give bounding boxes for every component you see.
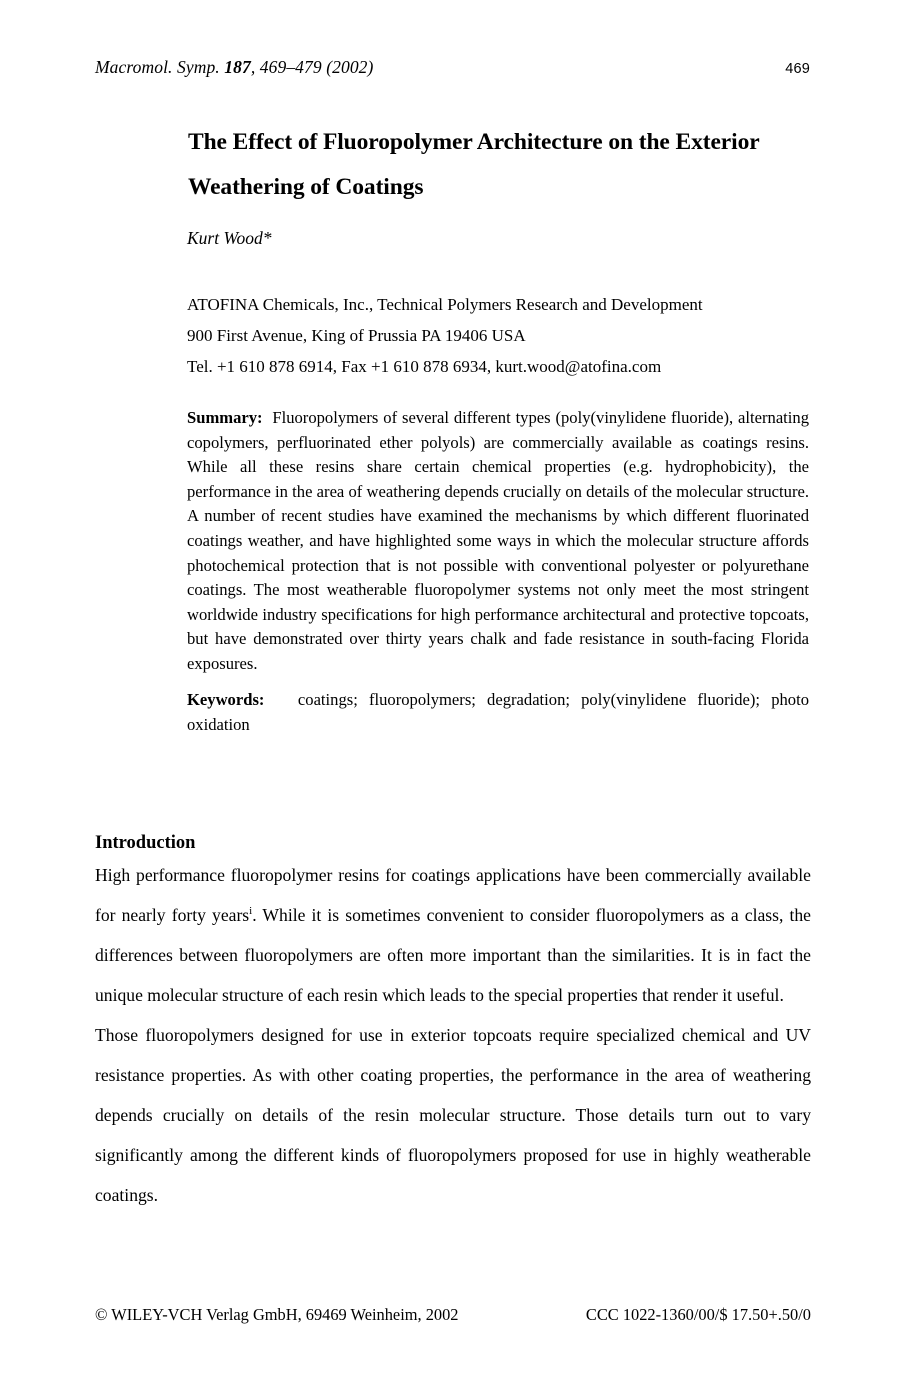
keywords-text: coatings; fluoropolymers; degradation; poly(vinylidene fluoride); photo oxidation xyxy=(187,690,809,734)
keywords-label: Keywords: xyxy=(187,690,265,709)
copyright-notice: © WILEY-VCH Verlag GmbH, 69469 Weinheim, 2002 xyxy=(95,1305,459,1324)
abstract-label: Summary: xyxy=(187,408,263,427)
journal-citation-prefix: Macromol. Symp. xyxy=(95,57,225,77)
journal-citation-suffix: , 469–479 (2002) xyxy=(250,57,374,77)
paragraph-1-segment-a: High performance fluoropolymer resins for coatings applications have been commercially available for nearly forty years xyxy=(95,865,811,925)
paragraph-text: Those fluoropolymers designed for use in exterior topcoats require specialized chemical and UV resistance properties. As with other coating properties, the performance in the area of weathering depends crucially on details of the resin molecular structure. Those details turn out to vary significantly among the different kinds of fluoropolymers proposed for use in highly weatherable coatings. xyxy=(95,1025,811,1205)
page-title-line-2: Weathering of Coatings xyxy=(188,173,424,200)
introduction-paragraph-2 xyxy=(95,1015,811,1215)
ccc-code: CCC 1022-1360/00/$ 17.50+.50/0 xyxy=(585,1305,811,1324)
author-name: Kurt Wood* xyxy=(187,228,272,248)
author-affiliation xyxy=(187,289,827,382)
footnote-marker-icon: i xyxy=(249,905,253,918)
running-head xyxy=(95,57,810,78)
page-number: 469 xyxy=(785,61,810,77)
abstract-text: Fluoropolymers of several different types (poly(vinylidene fluoride), alternating copolymers, perfluorinated ether polyols) are commercially available as coatings resins. While all these resins share certain chemical properties (e.g. hydrophobicity), the performance in the area of weathering depends crucially on details of the molecular structure. A number of recent studies have examined the mechanisms by which different fluorinated coatings weather, and have highlighted some ways in which the molecular structure affords photochemical protection that is not possible with conventional polyester or polyurethane coatings. The most weatherable fluoropolymer systems not only meet the most stringent worldwide industry specifications for high performance architectural and protective topcoats, but have demonstrated over thirty years chalk and fade resistance in south-facing Florida exposures. xyxy=(187,408,810,673)
page-title xyxy=(188,120,828,210)
journal-citation xyxy=(95,57,373,78)
paragraph-1-segment-b: . While it is sometimes convenient to consider fluoropolymers as a class, the differences between fluoropolymers are often more important than the similarities. It is in fact the unique molecular structure of each resin which leads to the special properties that render it useful. xyxy=(95,905,811,1005)
abstract-block xyxy=(187,406,809,677)
paragraph-text xyxy=(95,855,811,1015)
abstract-spacer xyxy=(263,408,273,427)
journal-volume: 187 xyxy=(224,57,251,77)
section-heading-introduction: Introduction xyxy=(95,833,196,854)
affiliation-address: 900 First Avenue, King of Prussia PA 19406 USA xyxy=(187,326,526,345)
affiliation-contact: Tel. +1 610 878 6914, Fax +1 610 878 6934, kurt.wood@atofina.com xyxy=(187,357,662,376)
page-footer xyxy=(95,1305,811,1325)
introduction-paragraph-1 xyxy=(95,855,811,1015)
keywords-spacer xyxy=(264,690,297,709)
affiliation-organization: ATOFINA Chemicals, Inc., Technical Polymers Research and Development xyxy=(187,295,703,314)
page-title-line-1: The Effect of Fluoropolymer Architecture on the Exterior xyxy=(188,128,760,155)
keywords-block xyxy=(187,688,809,737)
